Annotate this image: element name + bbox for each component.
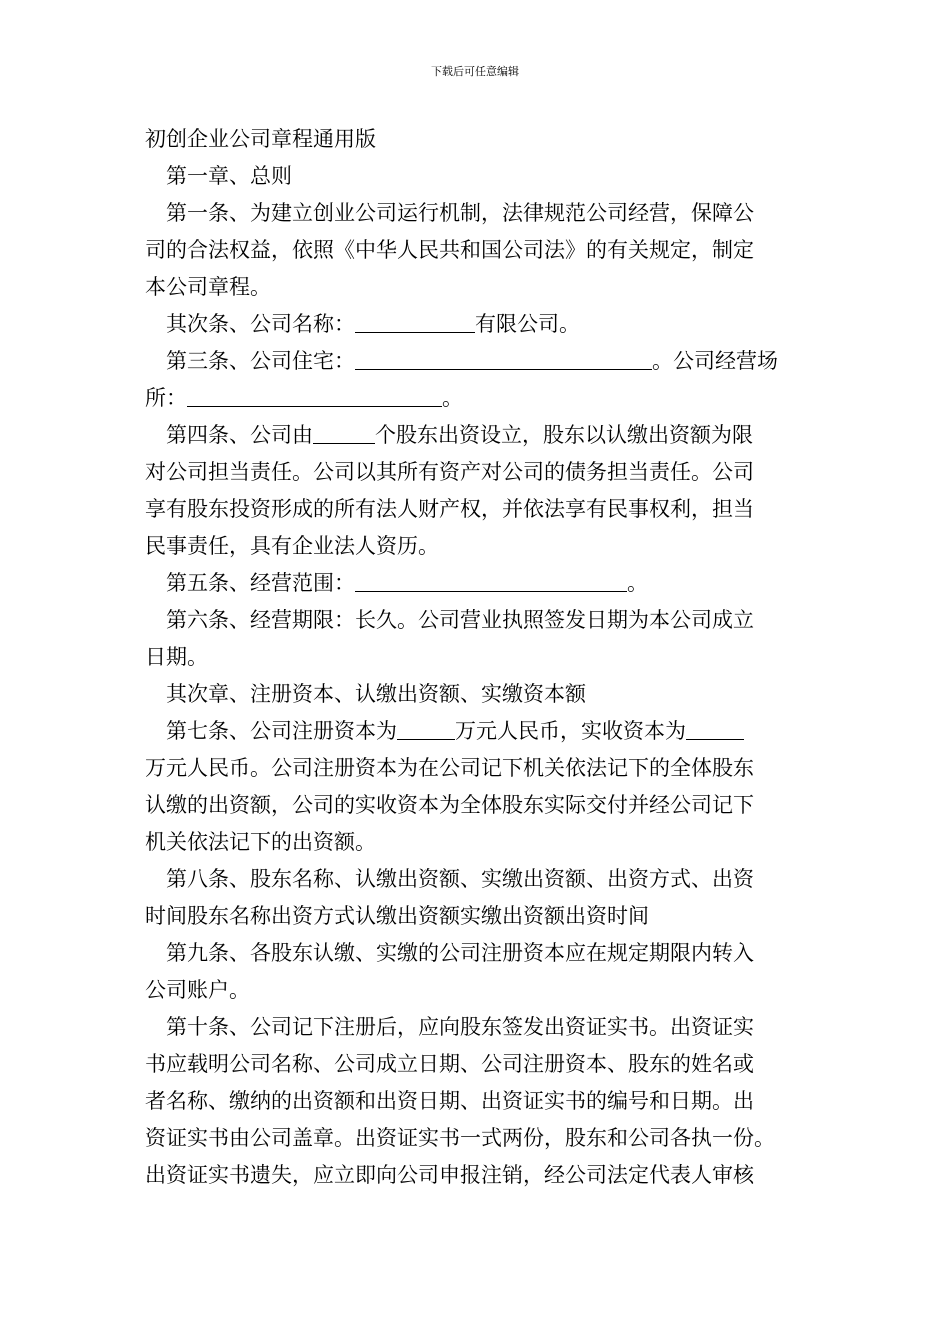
article-3-place-label: 所： xyxy=(145,386,187,410)
article-4-rest: 个股东出资设立，股东以认缴出资额为限 xyxy=(375,423,753,447)
shareholder-count-blank xyxy=(313,423,375,444)
chapter-2-heading: 其次章、注册资本、认缴出资额、实缴资本额 xyxy=(166,682,586,706)
business-place-blank xyxy=(187,386,442,407)
article-3-text: 第三条、公司住宅： xyxy=(166,349,355,373)
article-2-text: 其次条、公司名称： xyxy=(166,312,355,336)
paid-in-capital-blank xyxy=(686,719,744,740)
article-4-line-2: 对公司担当责任。公司以其所有资产对公司的债务担当责任。公司 xyxy=(145,460,754,484)
article-3-line-1 xyxy=(145,343,825,380)
article-9-line-2: 公司账户。 xyxy=(145,978,250,1002)
article-7-line-3: 认缴的出资额，公司的实收资本为全体股东实际交付并经公司记下 xyxy=(145,793,754,817)
article-5 xyxy=(145,565,825,602)
article-2 xyxy=(145,306,825,343)
article-1-line-3: 本公司章程。 xyxy=(145,275,271,299)
article-2-suffix: 有限公司。 xyxy=(475,312,580,336)
company-address-blank xyxy=(355,349,652,370)
article-10-line-2: 书应载明公司名称、公司成立日期、公司注册资本、股东的姓名或 xyxy=(145,1052,754,1076)
article-8-line-2: 时间股东名称出资方式认缴出资额实缴出资额出资时间 xyxy=(145,904,649,928)
article-3-mid: 。公司经营场 xyxy=(652,349,778,373)
article-6-line-2: 日期。 xyxy=(145,645,208,669)
article-9-line-1: 第九条、各股东认缴、实缴的公司注册资本应在规定期限内转入 xyxy=(166,941,754,965)
article-4-line-1 xyxy=(145,417,825,454)
article-4-text: 第四条、公司由 xyxy=(166,423,313,447)
chapter-1-heading: 第一章、总则 xyxy=(166,164,292,188)
document-title: 初创企业公司章程通用版 xyxy=(145,127,376,151)
article-7-text: 第七条、公司注册资本为 xyxy=(166,719,397,743)
company-name-blank xyxy=(355,312,475,333)
article-1-line-1: 第一条、为建立创业公司运行机制，法律规范公司经营，保障公 xyxy=(166,201,754,225)
article-10-line-4: 资证实书由公司盖章。出资证实书一式两份，股东和公司各执一份。 xyxy=(145,1126,775,1150)
article-3-line-2 xyxy=(145,380,825,417)
article-6-line-1: 第六条、经营期限：长久。公司营业执照签发日期为本公司成立 xyxy=(166,608,754,632)
business-scope-blank xyxy=(355,571,627,592)
article-10-line-5: 出资证实书遗失，应立即向公司申报注销，经公司法定代表人审核 xyxy=(145,1163,754,1187)
article-4-line-4: 民事责任，具有企业法人资历。 xyxy=(145,534,439,558)
article-1-line-2: 司的合法权益，依照《中华人民共和国公司法》的有关规定，制定 xyxy=(145,238,754,262)
article-4-line-3: 享有股东投资形成的所有法人财产权，并依法享有民事权利，担当 xyxy=(145,497,754,521)
article-10-line-1: 第十条、公司记下注册后，应向股东签发出资证实书。出资证实 xyxy=(166,1015,754,1039)
article-7-line-1 xyxy=(145,713,825,750)
article-7-mid: 万元人民币，实收资本为 xyxy=(455,719,686,743)
document-body xyxy=(145,121,825,1194)
article-5-text: 第五条、经营范围： xyxy=(166,571,355,595)
article-7-line-2: 万元人民币。公司注册资本为在公司记下机关依法记下的全体股东 xyxy=(145,756,754,780)
page-header: 下载后可任意编辑 xyxy=(431,65,519,78)
registered-capital-blank xyxy=(397,719,455,740)
article-10-line-3: 者名称、缴纳的出资额和出资日期、出资证实书的编号和日期。出 xyxy=(145,1089,754,1113)
article-7-line-4: 机关依法记下的出资额。 xyxy=(145,830,376,854)
article-8-line-1: 第八条、股东名称、认缴出资额、实缴出资额、出资方式、出资 xyxy=(166,867,754,891)
article-3-end: 。 xyxy=(442,386,463,410)
article-5-end: 。 xyxy=(627,571,648,595)
